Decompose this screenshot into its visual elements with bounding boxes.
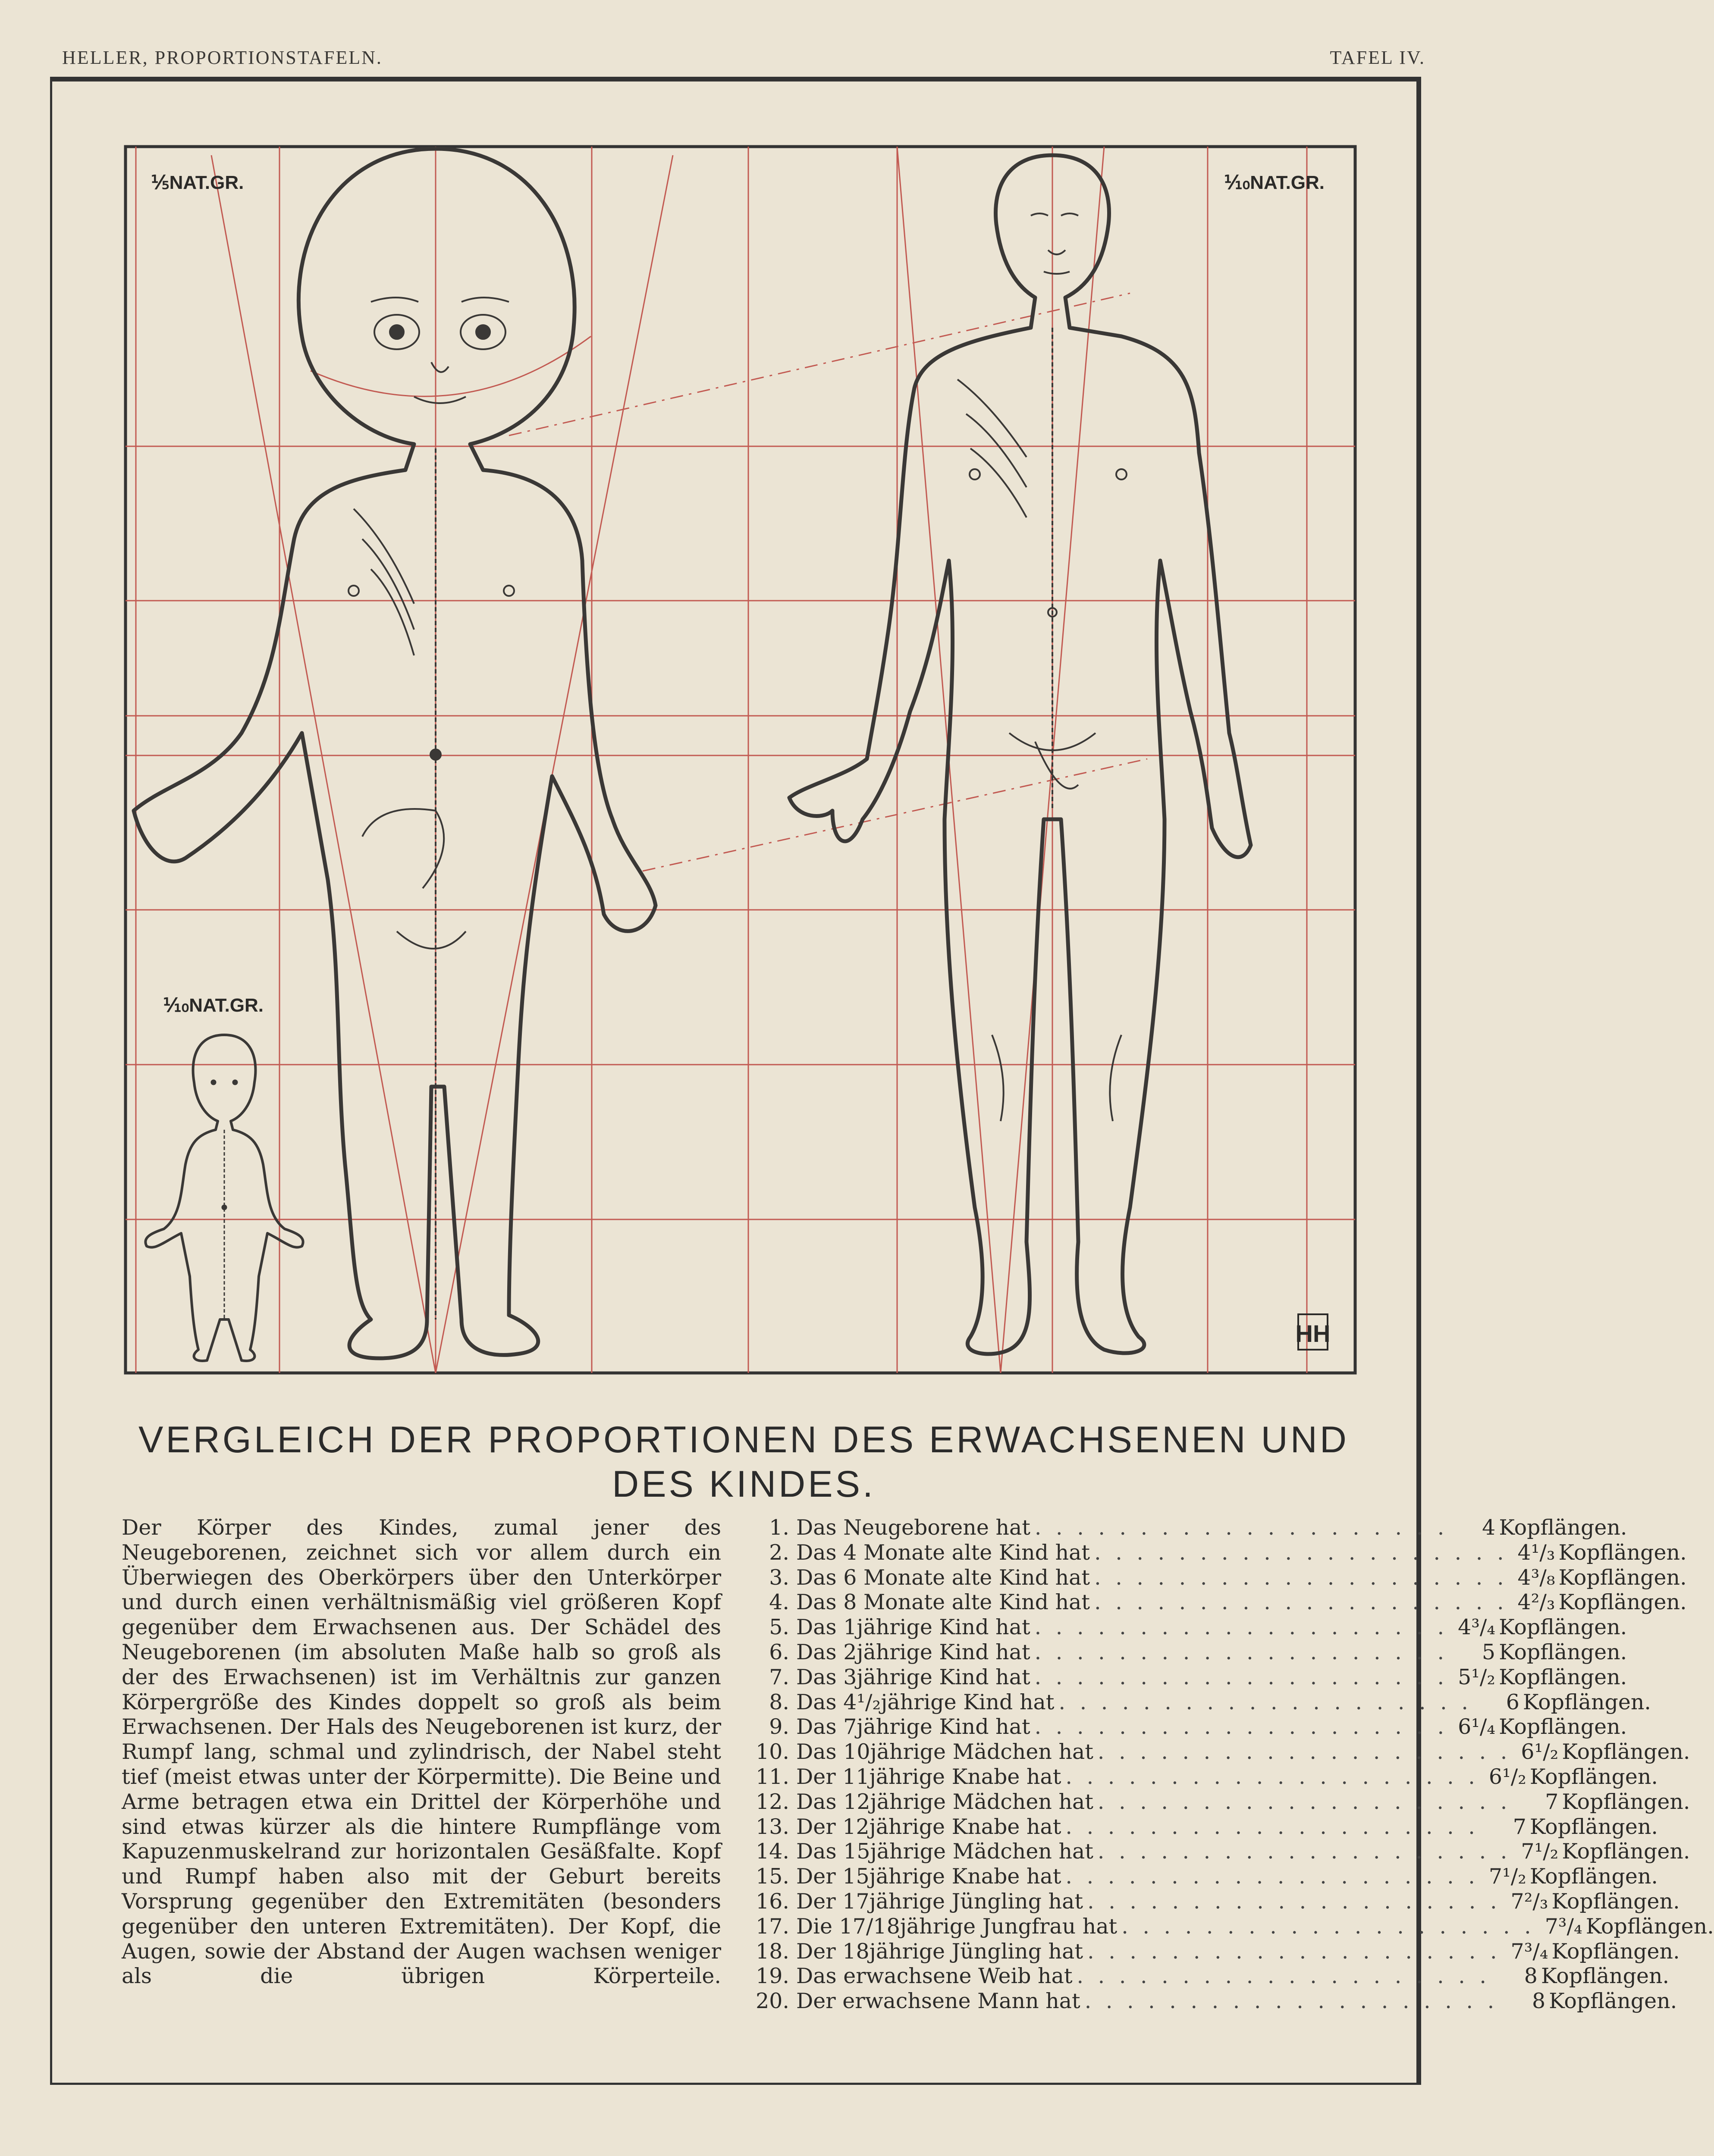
- leader-dots: . . . . . . . . . . . . . . . . . . . .: [1094, 1540, 1508, 1565]
- table-row-unit: Kopflängen.: [1499, 1515, 1627, 1540]
- table-row: [740, 1565, 1687, 1590]
- adult-figure: [789, 155, 1251, 1354]
- table-row: [740, 1914, 1714, 1939]
- table-row-value: 4³/₈: [1517, 1565, 1555, 1590]
- table-row-value: 5: [1482, 1639, 1496, 1664]
- table-row-text: Der 18jährige Jüngling hat: [796, 1939, 1083, 1964]
- table-row-unit: Kopflängen.: [1558, 1590, 1687, 1615]
- table-row-unit: Kopflängen.: [1529, 1814, 1658, 1839]
- scale-label-small-child: ⅒NAT.GR.: [163, 995, 264, 1016]
- table-row-text: Das 7jährige Kind hat: [796, 1714, 1030, 1739]
- table-row-unit: Kopflängen.: [1499, 1714, 1627, 1739]
- table-row: [740, 1889, 1680, 1914]
- table-row: [740, 1639, 1627, 1665]
- table-row-unit: Kopflängen.: [1558, 1565, 1687, 1590]
- small-child-details: [211, 1080, 237, 1319]
- table-row-unit: Kopflängen.: [1551, 1889, 1680, 1914]
- page-title: VERGLEICH DER PROPORTIONEN DES ERWACHSENEN UND DES KINDES.: [138, 1419, 1350, 1505]
- table-row: [740, 1739, 1690, 1764]
- leader-dots: . . . . . . . . . . . . . . . . . . . .: [1094, 1590, 1508, 1615]
- table-row-unit: Kopflängen.: [1585, 1914, 1714, 1939]
- table-row-unit: Kopflängen.: [1562, 1789, 1690, 1814]
- table-row-text: Das 15jährige Mädchen hat: [796, 1839, 1093, 1864]
- table-row-value: 4³/₄: [1458, 1615, 1496, 1640]
- table-row: [740, 1864, 1658, 1889]
- table-row-text: Der 12jährige Knabe hat: [796, 1814, 1061, 1839]
- leader-dots: . . . . . . . . . . . . . . . . . . . .: [1034, 1639, 1448, 1664]
- table-row: [740, 1814, 1658, 1839]
- table-row: [740, 1989, 1677, 2014]
- table-row: [740, 1714, 1627, 1739]
- table-row-text: Der 15jährige Knabe hat: [796, 1864, 1061, 1889]
- table-row-unit: Kopflängen.: [1523, 1689, 1651, 1714]
- body-paragraph: Der Körper des Kindes, zumal jener des Neugeborenen, zeichnet sich vor allem durch ein Überwiegen des Oberkörpers über den Unterkörper und durch einen verhältnismäßig viel größeren Kopf gegenüber dem Erwachsenen aus. Der Schädel des Neugeborenen (im absoluten Maße halb so groß als der des Erwachsenen) ist im Verhältnis zur ganzen Körpergröße des Kindes doppelt so groß als beim Erwachsenen. Der Hals des Neugeborenen ist kurz, der Rumpf lang, schmal und zylindrisch, der Nabel steht tief (meist etwas unter der Körpermitte). Die Beine und Arme betragen etwa ein Drittel der Körperhöhe und sind etwas kürzer als die hintere Rumpflänge vom Kapuzenmuskelrand zur horizontalen Gesäßfalte. Kopf und Rumpf haben also mit der Geburt bereits Vorsprung gegenüber den Extremitäten (besonders gegenüber den unteren Extremitäten). Der Kopf, die Augen, sowie der Abstand der Augen wachsen weniger als die übrigen Körperteile.: [122, 1515, 721, 1989]
- table-row-unit: Kopflängen.: [1551, 1939, 1680, 1964]
- table-row-number: 1.: [769, 1515, 789, 1540]
- leader-dots: . . . . . . . . . . . . . . . . . . . .: [1065, 1764, 1479, 1789]
- table-row-value: 4¹/₃: [1517, 1540, 1555, 1565]
- leader-dots: . . . . . . . . . . . . . . . . . . . .: [1094, 1565, 1508, 1590]
- leader-dots: . . . . . . . . . . . . . . . . . . . .: [1087, 1889, 1501, 1914]
- table-row: [740, 1590, 1687, 1615]
- table-row-value: 8: [1524, 1964, 1538, 1989]
- table-row: [740, 1964, 1670, 1989]
- adult-details: [957, 213, 1127, 1121]
- table-row-value: 7¹/₂: [1521, 1839, 1559, 1864]
- artist-monogram: [1296, 1314, 1331, 1350]
- table-row-text: Das 3jährige Kind hat: [796, 1664, 1030, 1689]
- table-row-text: Das erwachsene Weib hat: [796, 1964, 1073, 1989]
- leader-dots: . . . . . . . . . . . . . . . . . . . .: [1077, 1964, 1490, 1989]
- table-row-unit: Kopflängen.: [1549, 1989, 1677, 2014]
- scale-label-child: ⅕NAT.GR.: [151, 172, 244, 193]
- plate-border: [126, 147, 1355, 1373]
- table-row-number: 2.: [769, 1540, 789, 1565]
- table-row-number: 15.: [756, 1864, 789, 1889]
- table-row-text: Der 11jährige Knabe hat: [796, 1764, 1061, 1789]
- table-row-value: 4: [1482, 1515, 1496, 1540]
- table-row-value: 8: [1532, 1989, 1546, 2014]
- table-row: [740, 1540, 1687, 1565]
- table-row-number: 7.: [769, 1664, 789, 1689]
- running-header-left: HELLER, PROPORTIONSTAFELN.: [62, 47, 383, 68]
- table-row-number: 9.: [769, 1714, 789, 1739]
- proportion-table: [740, 1515, 1714, 2014]
- table-row-value: 6¹/₂: [1488, 1764, 1526, 1789]
- table-row-number: 5.: [769, 1615, 789, 1640]
- table-row-number: 13.: [756, 1814, 789, 1839]
- table-row-value: 6¹/₄: [1458, 1714, 1496, 1739]
- table-row-number: 14.: [756, 1839, 789, 1864]
- table-row-unit: Kopflängen.: [1529, 1864, 1658, 1889]
- leader-dots: . . . . . . . . . . . . . . . . . . . .: [1097, 1839, 1511, 1864]
- table-row-value: 7: [1513, 1814, 1526, 1839]
- table-row-text: Das 12jährige Mädchen hat: [796, 1789, 1093, 1814]
- table-row-text: Das Neugeborene hat: [796, 1515, 1030, 1540]
- table-row-value: 7³/₄: [1510, 1939, 1548, 1964]
- table-row: [740, 1515, 1627, 1540]
- table-row-number: 3.: [769, 1565, 789, 1590]
- table-row-number: 17.: [756, 1914, 789, 1939]
- leader-dots: . . . . . . . . . . . . . . . . . . . .: [1034, 1615, 1448, 1640]
- leader-dots: . . . . . . . . . . . . . . . . . . . .: [1065, 1814, 1479, 1839]
- table-row-value: 6: [1506, 1689, 1519, 1714]
- table-row-value: 7¹/₂: [1488, 1864, 1526, 1889]
- table-row: [740, 1664, 1627, 1690]
- table-row-text: Der erwachsene Mann hat: [796, 1989, 1080, 2014]
- table-row: [740, 1839, 1690, 1864]
- proportion-grid: [126, 147, 1355, 1373]
- table-row-value: 7²/₃: [1510, 1889, 1548, 1914]
- leader-dots: . . . . . . . . . . . . . . . . . . . .: [1097, 1789, 1511, 1814]
- table-row-text: Der 17jährige Jüngling hat: [796, 1889, 1083, 1914]
- leader-dots: . . . . . . . . . . . . . . . . . . . .: [1034, 1664, 1448, 1689]
- table-row-text: Das 4 Monate alte Kind hat: [796, 1540, 1090, 1565]
- leader-dots: . . . . . . . . . . . . . . . . . . . .: [1034, 1515, 1448, 1540]
- table-row: [740, 1789, 1690, 1814]
- table-row-number: 16.: [756, 1889, 789, 1914]
- table-row-text: Das 10jährige Mädchen hat: [796, 1739, 1093, 1764]
- leader-dots: . . . . . . . . . . . . . . . . . . . .: [1097, 1739, 1511, 1764]
- table-row-number: 12.: [756, 1789, 789, 1814]
- table-row-unit: Kopflängen.: [1541, 1964, 1670, 1989]
- table-row-number: 20.: [756, 1989, 789, 2014]
- table-row-text: Das 1jährige Kind hat: [796, 1615, 1030, 1640]
- table-row-value: 7: [1545, 1789, 1559, 1814]
- table-row-text: Das 8 Monate alte Kind hat: [796, 1590, 1090, 1615]
- table-row: [740, 1939, 1680, 1964]
- table-row-value: 5¹/₂: [1458, 1664, 1496, 1689]
- table-row-unit: Kopflängen.: [1499, 1664, 1627, 1689]
- table-row-unit: Kopflängen.: [1562, 1839, 1690, 1864]
- table-row-unit: Kopflängen.: [1499, 1615, 1627, 1640]
- leader-dots: . . . . . . . . . . . . . . . . . . . .: [1087, 1939, 1501, 1964]
- table-row-text: Das 6 Monate alte Kind hat: [796, 1565, 1090, 1590]
- table-row-unit: Kopflängen.: [1499, 1639, 1627, 1664]
- svg-text:HH: HH: [1295, 1320, 1331, 1347]
- leader-dots: . . . . . . . . . . . . . . . . . . . .: [1121, 1914, 1535, 1939]
- scale-label-adult: ⅒NAT.GR.: [1224, 172, 1325, 193]
- table-row-value: 4²/₃: [1517, 1590, 1555, 1615]
- table-row-unit: Kopflängen.: [1562, 1739, 1690, 1764]
- table-row-number: 10.: [756, 1739, 789, 1764]
- table-row-number: 11.: [756, 1764, 789, 1789]
- leader-dots: . . . . . . . . . . . . . . . . . . . .: [1084, 1989, 1498, 2014]
- table-row-text: Das 4¹/₂jährige Kind hat: [796, 1689, 1055, 1714]
- leader-dots: . . . . . . . . . . . . . . . . . . . .: [1065, 1864, 1479, 1889]
- running-header-right: TAFEL IV.: [1330, 47, 1425, 68]
- table-row-number: 4.: [769, 1590, 789, 1615]
- table-row-text: Die 17/18jährige Jungfrau hat: [796, 1914, 1118, 1939]
- table-row-text: Das 2jährige Kind hat: [796, 1639, 1030, 1664]
- table-row-unit: Kopflängen.: [1529, 1764, 1658, 1789]
- table-row-value: 6¹/₂: [1521, 1739, 1559, 1764]
- table-row-value: 7³/₄: [1544, 1914, 1582, 1939]
- table-row-unit: Kopflängen.: [1558, 1540, 1687, 1565]
- table-row-number: 8.: [769, 1689, 789, 1714]
- table-row: [740, 1689, 1651, 1715]
- table-row: [740, 1615, 1627, 1640]
- table-row-number: 6.: [769, 1639, 789, 1664]
- leader-dots: . . . . . . . . . . . . . . . . . . . .: [1058, 1689, 1472, 1714]
- table-row-number: 18.: [756, 1939, 789, 1964]
- table-row-number: 19.: [756, 1964, 789, 1989]
- table-row: [740, 1764, 1658, 1789]
- leader-dots: . . . . . . . . . . . . . . . . . . . .: [1034, 1714, 1448, 1739]
